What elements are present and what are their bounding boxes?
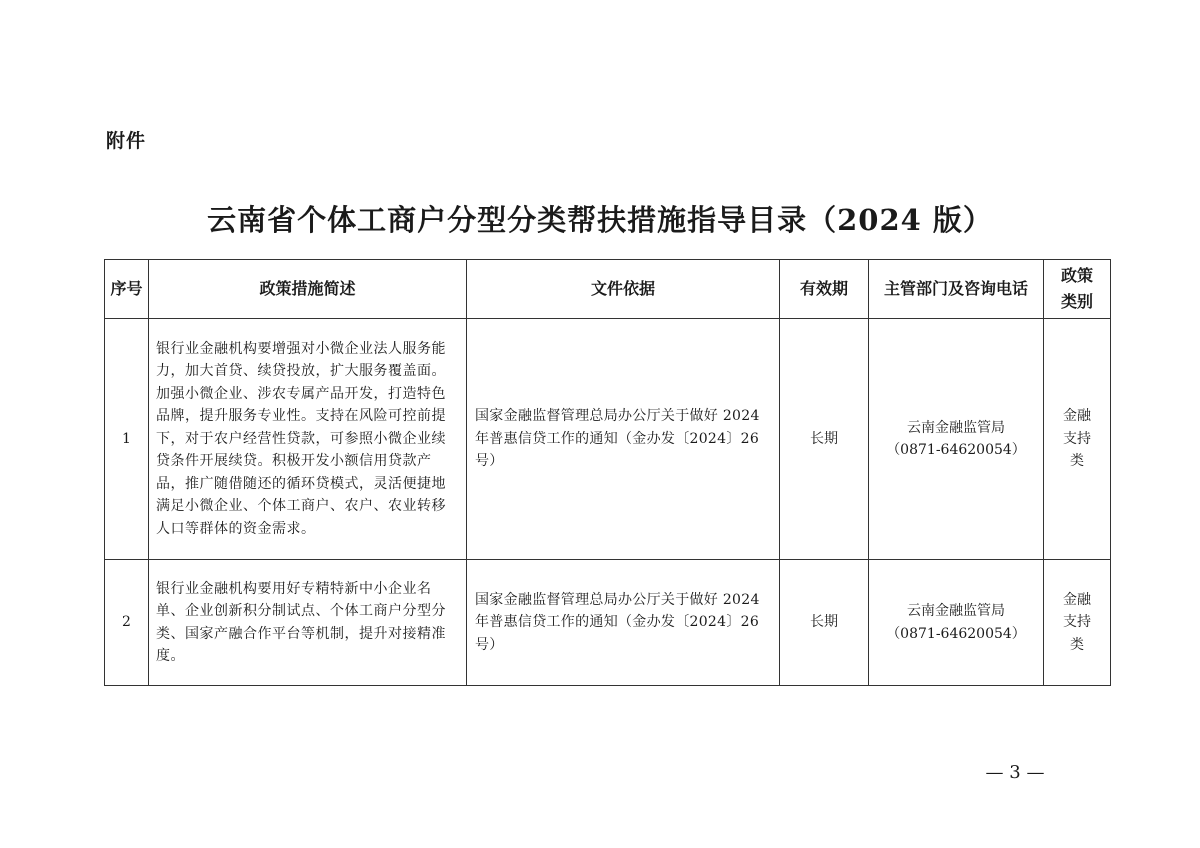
row-department xyxy=(869,560,1044,686)
row-basis: 国家金融监督管理总局办公厅关于做好 2024 年普惠信贷工作的通知（金办发〔2024〕26 号） xyxy=(467,319,780,560)
header-description: 政策措施简述 xyxy=(149,260,467,319)
table-row xyxy=(105,560,1111,686)
row-validity: 长期 xyxy=(780,319,869,560)
row-validity: 长期 xyxy=(780,560,869,686)
row-seq: 2 xyxy=(105,560,149,686)
row-category: 金融支持类 xyxy=(1044,560,1111,686)
row-department xyxy=(869,319,1044,560)
header-category: 政策类别 xyxy=(1044,260,1111,319)
header-seq: 序号 xyxy=(105,260,149,319)
department-name: 云南金融监管局 xyxy=(907,419,1005,436)
header-validity: 有效期 xyxy=(780,260,869,319)
row-description: 银行业金融机构要增强对小微企业法人服务能力，加大首贷、续贷投放，扩大服务覆盖面。加强小微企业、涉农专属产品开发，打造特色品牌，提升服务专业性。支持在风险可控前提下，对于农户经营性贷款，可参照小微企业续贷条件开展续贷。积极开发小额信用贷款产品，推广随借随还的循环贷模式，灵活便捷地满足小微企业、个体工商户、农户、农业转移人口等群体的资金需求。 xyxy=(149,319,467,560)
header-basis: 文件依据 xyxy=(467,260,780,319)
header-department: 主管部门及咨询电话 xyxy=(869,260,1044,319)
department-name: 云南金融监管局 xyxy=(907,603,1005,619)
attachment-label: 附件 xyxy=(106,130,147,152)
row-description: 银行业金融机构要用好专精特新中小企业名单、企业创新积分制试点、个体工商户分型分类、国家产融合作平台等机制，提升对接精准度。 xyxy=(149,560,467,686)
page-number: — 3 — xyxy=(985,762,1045,783)
row-basis: 国家金融监督管理总局办公厅关于做好 2024 年普惠信贷工作的通知（金办发〔2024〕26 号） xyxy=(467,560,780,686)
table-row xyxy=(105,319,1111,560)
policy-catalog-table xyxy=(104,259,1111,686)
row-category: 金融支持类 xyxy=(1044,319,1111,560)
consult-phone: （0871-64620054） xyxy=(886,442,1026,458)
document-title: 云南省个体工商户分型分类帮扶措施指导目录（2024 版） xyxy=(207,203,993,237)
table-header-row xyxy=(105,260,1111,319)
row-seq: 1 xyxy=(105,319,149,560)
consult-phone: （0871-64620054） xyxy=(886,625,1026,642)
